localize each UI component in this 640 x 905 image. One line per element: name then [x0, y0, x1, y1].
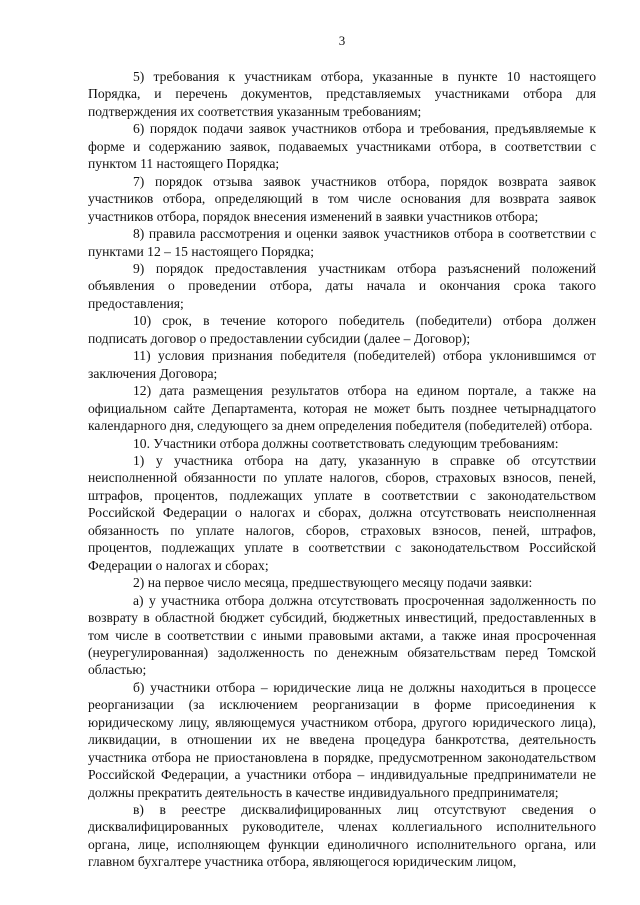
paragraph-item-7: 7) порядок отзыва заявок участников отбора, порядок возврата заявок участников отбора, определяющий в том числе основания для возврата заявок участников отбора, порядок внесения изменений в заявки участников отбора; — [88, 173, 596, 224]
paragraph-item-12: 12) дата размещения результатов отбора на едином портале, а также на официальном сайте Департамента, которая не может быть позднее четырнадцатого календарного дня, следующего за днем определения победителя (победителей) отбора. — [88, 383, 596, 434]
paragraph-subitem-v: в) в реестре дисквалифицированных лиц отсутствуют сведения о дисквалифицированных руководителе, членах коллегиального исполнительного органа, лице, исполняющем функции единоличного исполнительного органа, или главном бухгалтере участника отбора, являющегося юридическим лицом, — [88, 802, 596, 870]
paragraph-item-11: 11) условия признания победителя (победителей) отбора уклонившимся от заключения Договора; — [88, 348, 596, 381]
paragraph-requirement-1: 1) у участника отбора на дату, указанную в справке об отсутствии неисполненной обязанности по уплате налогов, сборов, страховых взносов, пеней, штрафов, процентов, подлежащих уплате в соответствии с законодательством Российской Федерации о налогах и сборах, должна отсутствовать неисполненная обязанность по уплате налогов, сборов, страховых взносов, пеней, штрафов, процентов, подлежащих уплате в соответствии с законодательством Российской Федерации о налогах и сборах; — [88, 452, 596, 573]
paragraph-item-9: 9) порядок предоставления участникам отбора разъяснений положений объявления о проведении отбора, даты начала и окончания срока такого предоставления; — [88, 260, 596, 311]
page-number: 3 — [338, 33, 346, 48]
paragraph-section-10: 10. Участники отбора должны соответствовать следующим требованиям: — [133, 435, 559, 451]
paragraph-item-5: 5) требования к участникам отбора, указанные в пункте 10 настоящего Порядка, и перечень документов, представляемых участниками отбора для подтверждения их соответствия указанным требованиям; — [88, 69, 596, 119]
document-body — [88, 68, 596, 871]
paragraph-subitem-b: б) участники отбора – юридические лица не должны находиться в процессе реорганизации (за исключением реорганизации в форме присоединения к юридическому лицу, являющемуся участником отбора, другого юридического лица), ликвидации, в отношении их не введена процедура банкротства, деятельность участника отбора не приостановлена в порядке, предусмотренном законодательством Российской Федерации, а участники отбора – индивидуальные предприниматели не должны прекратить деятельность в качестве индивидуального предпринимателя; — [88, 679, 596, 800]
paragraph-item-8: 8) правила рассмотрения и оценки заявок участников отбора в соответствии с пунктами 12 – 15 настоящего Порядка; — [88, 226, 596, 259]
paragraph-subitem-a: а) у участника отбора должна отсутствовать просроченная задолженность по возврату в областной бюджет субсидий, бюджетных инвестиций, предоставленных в том числе в соответствии с иными правовыми актами, а также иная просроченная (неурегулированная) задолженность по денежным обязательствам перед Томской областью; — [88, 592, 596, 678]
paragraph-requirement-2: 2) на первое число месяца, предшествующего месяцу подачи заявки: — [133, 575, 533, 591]
paragraph-item-6: 6) порядок подачи заявок участников отбора и требования, предъявляемые к форме и содержанию заявок, подаваемых участниками отбора, в соответствии с пунктом 11 настоящего Порядка; — [88, 121, 596, 172]
paragraph-item-10: 10) срок, в течение которого победитель (победители) отбора должен подписать договор о предоставлении субсидии (далее – Договор); — [88, 313, 596, 346]
document-page — [88, 33, 596, 871]
